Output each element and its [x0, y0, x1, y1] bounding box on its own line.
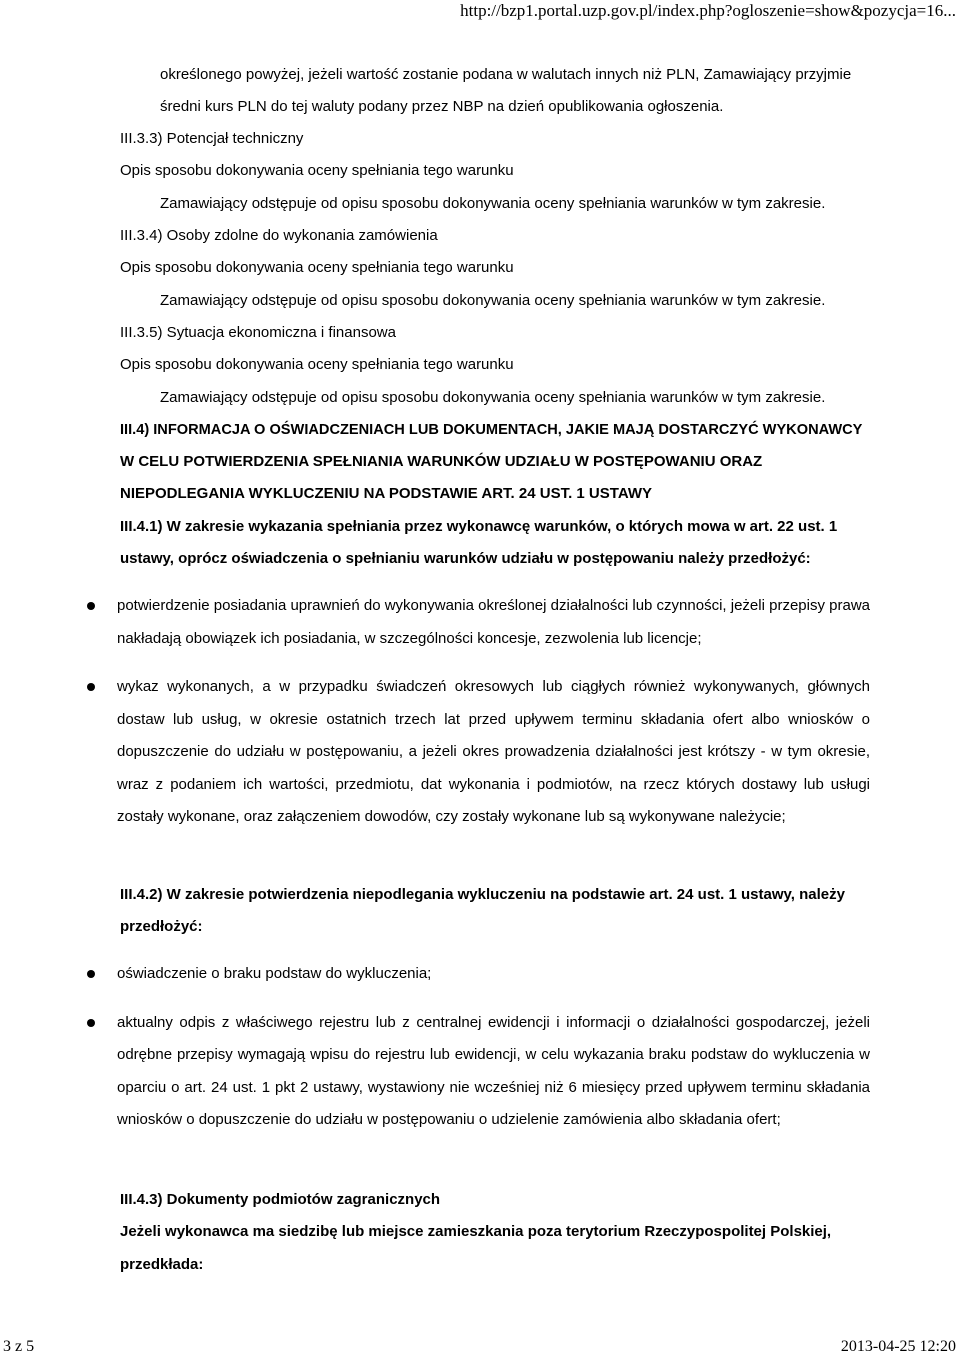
section-subheading: Opis sposobu dokonywania oceny spełniania tego warunku [120, 162, 514, 179]
section-heading-3-4-cont: W CELU POTWIERDZENIA SPEŁNIANIA WARUNKÓW UDZIAŁU W POSTĘPOWANIU ORAZ [120, 453, 763, 470]
page-number: 3 z 5 [3, 1338, 35, 1355]
section-text: Zamawiający odstępuje od opisu sposobu dokonywania oceny spełniania warunków w tym zakresie. [160, 195, 826, 212]
section-subheading: Opis sposobu dokonywania oceny spełniania tego warunku [120, 259, 514, 276]
list-item-text: potwierdzenie posiadania uprawnień do wykonywania określonej działalności lub czynności, jeżeli przepisy prawa nakładają obowiązek ich posiadania, w szczególności koncesje, zezwolenia lub licencje; [117, 597, 870, 647]
section-heading-3-4-1: III.4.1) W zakresie wykazania spełniania przez wykonawcę warunków, o których mowa w art. 22 ust. 1 [120, 518, 838, 535]
list-item-text: oświadczenie o braku podstaw do wykluczenia; [117, 965, 432, 982]
section-text: Zamawiający odstępuje od opisu sposobu dokonywania oceny spełniania warunków w tym zakresie. [160, 292, 826, 309]
list-item [87, 958, 870, 991]
section-heading-3-4-1-cont: ustawy, oprócz oświadczenia o spełnianiu warunków udziału w postępowaniu należy przedłożyć: [120, 550, 811, 567]
list-item [87, 1007, 870, 1137]
section-text: Jeżeli wykonawca ma siedzibę lub miejsce zamieszkania poza terytorium Rzeczypospolitej Polskiej, [120, 1223, 832, 1240]
paragraph-line: średni kurs PLN do tej waluty podany przez NBP na dzień opublikowania ogłoszenia. [160, 98, 724, 115]
bullet-icon [87, 970, 95, 978]
section-heading-3-4-3: III.4.3) Dokumenty podmiotów zagranicznych [120, 1191, 441, 1208]
section-text: Zamawiający odstępuje od opisu sposobu dokonywania oceny spełniania warunków w tym zakresie. [160, 389, 826, 406]
section-text: przedkłada: [120, 1256, 204, 1273]
section-heading-3-3-3: III.3.3) Potencjał techniczny [120, 130, 304, 147]
section-heading-3-4-cont: NIEPODLEGANIA WYKLUCZENIU NA PODSTAWIE ART. 24 UST. 1 USTAWY [120, 485, 652, 502]
section-heading-3-3-4: III.3.4) Osoby zdolne do wykonania zamówienia [120, 227, 438, 244]
list-item [87, 671, 870, 834]
bullet-icon [87, 683, 95, 691]
list-item-text: wykaz wykonanych, a w przypadku świadczeń okresowych lub ciągłych również wykonywanych, głównych dostaw lub usług, w okresie ostatnich trzech lat przed upływem terminu składania ofert albo wniosków o dopuszczenie do udziału w postępowaniu, a jeżeli okres prowadzenia działalności jest krótszy - w tym okresie, wraz z podaniem ich wartości, przedmiotu, dat wykonania i podmiotów, na rzecz których dostawy lub usługi zostały wykonane, oraz załączeniem dowodów, czy zostały wykonane lub są wykonywane należycie; [117, 678, 870, 825]
documents-list-3-4-1 [87, 590, 870, 834]
section-heading-3-4-2-cont: przedłożyć: [120, 918, 203, 935]
list-item [87, 590, 870, 655]
section-subheading: Opis sposobu dokonywania oceny spełniania tego warunku [120, 356, 514, 373]
bullet-icon [87, 1019, 95, 1027]
section-heading-3-4: III.4) INFORMACJA O OŚWIADCZENIACH LUB DOKUMENTACH, JAKIE MAJĄ DOSTARCZYĆ WYKONAWCY [120, 422, 863, 438]
documents-list-3-4-2 [87, 958, 870, 1137]
paragraph-line: określonego powyżej, jeżeli wartość zostanie podana w walutach innych niż PLN, Zamawiający przyjmie [160, 66, 852, 83]
page-url-header: http://bzp1.portal.uzp.gov.pl/index.php?ogloszenie=show&pozycja=16... [460, 1, 956, 20]
section-heading-3-4-2: III.4.2) W zakresie potwierdzenia niepodlegania wykluczeniu na podstawie art. 24 ust. 1 ustawy, należy [120, 886, 845, 903]
print-datetime: 2013-04-25 12:20 [840, 1338, 956, 1355]
list-item-text: aktualny odpis z właściwego rejestru lub z centralnej ewidencji i informacji o działalności gospodarczej, jeżeli odrębne przepisy wymagają wpisu do rejestru lub ewidencji, w celu wykazania braku podstaw do wykluczenia w oparciu o art. 24 ust. 1 pkt 2 ustawy, wystawiony nie wcześniej niż 6 miesięcy przed upływem terminu składania wniosków o dopuszczenie do udziału w postępowaniu o udzielenie zamówienia albo składania ofert; [117, 1013, 870, 1128]
section-heading-3-3-5: III.3.5) Sytuacja ekonomiczna i finansowa [120, 324, 396, 341]
bullet-icon [87, 602, 95, 610]
